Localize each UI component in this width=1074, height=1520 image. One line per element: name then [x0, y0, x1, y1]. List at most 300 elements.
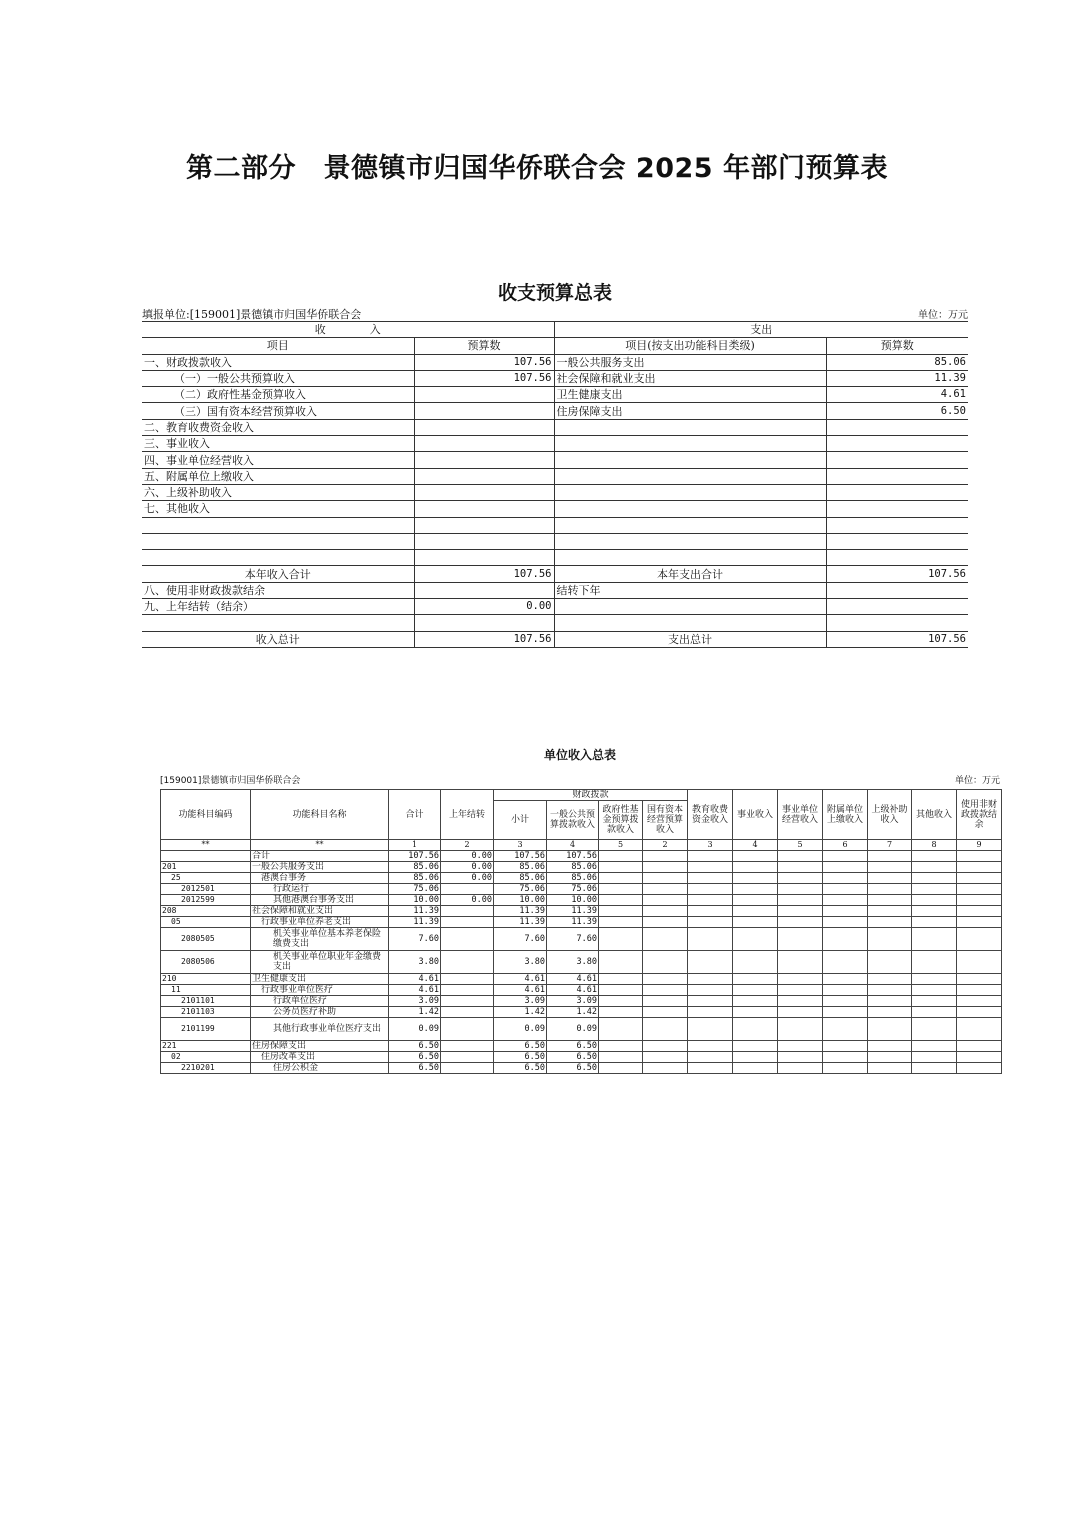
summary-row: [142, 615, 968, 631]
row-name: 港澳台事务: [251, 873, 389, 884]
value-cell: 0.09: [547, 1018, 599, 1041]
summary-row: [142, 550, 968, 566]
value-cell: 85.06: [547, 862, 599, 873]
expense-val-cell: [826, 582, 968, 598]
value-cell: 10.00: [494, 895, 547, 906]
value-cell: 3.80: [547, 951, 599, 974]
row-name: 卫生健康支出: [251, 974, 389, 985]
row-name: 公务员医疗补助: [251, 1007, 389, 1018]
value-cell: [643, 906, 688, 917]
value-cell: [778, 917, 823, 928]
value-cell: [599, 1041, 643, 1052]
index-cell: 3: [494, 840, 547, 851]
value-cell: [441, 996, 494, 1007]
index-cell: 4: [547, 840, 599, 851]
value-cell: [957, 884, 1002, 895]
value-cell: [868, 851, 912, 862]
income-val-cell: [414, 501, 554, 517]
value-cell: [868, 1018, 912, 1041]
value-cell: [957, 951, 1002, 974]
value-cell: [599, 974, 643, 985]
income-val-cell: [414, 484, 554, 500]
col-item-header: 项目: [142, 338, 414, 354]
value-cell: 85.06: [389, 862, 441, 873]
row-code: 2210201: [161, 1063, 251, 1074]
row-code: 210: [161, 974, 251, 985]
th-nonfiscal: 使用非财政拨款结余: [957, 790, 1002, 840]
income-val-cell: [414, 468, 554, 484]
value-cell: [912, 928, 957, 951]
value-cell: [957, 895, 1002, 906]
col-budget-expense-header: 预算数: [826, 338, 968, 354]
value-cell: [688, 917, 733, 928]
income-cell: [142, 615, 414, 631]
income-val-cell: 107.56: [414, 631, 554, 647]
summary-row: [142, 387, 968, 403]
row-name: 行政事业单位养老支出: [251, 917, 389, 928]
expense-cell: [554, 468, 826, 484]
income-val-cell: [414, 436, 554, 452]
value-cell: [688, 1052, 733, 1063]
expense-val-cell: 85.06: [826, 354, 968, 370]
income-row: [161, 884, 1002, 895]
income-cell: 九、上年结转（结余）: [142, 599, 414, 615]
value-cell: [778, 1063, 823, 1074]
value-cell: [441, 1041, 494, 1052]
value-cell: 0.00: [441, 895, 494, 906]
value-cell: [643, 851, 688, 862]
value-cell: [778, 951, 823, 974]
value-cell: [733, 974, 778, 985]
value-cell: [868, 974, 912, 985]
value-cell: [823, 873, 868, 884]
value-cell: 0.00: [441, 851, 494, 862]
value-cell: [778, 985, 823, 996]
value-cell: [912, 1063, 957, 1074]
index-cell: 3: [688, 840, 733, 851]
index-cell: 4: [733, 840, 778, 851]
value-cell: [733, 851, 778, 862]
value-cell: 11.39: [494, 906, 547, 917]
income-row: [161, 1041, 1002, 1052]
table2-unit: 单位：万元: [954, 776, 1000, 786]
value-cell: 11.39: [547, 917, 599, 928]
income-row: [161, 951, 1002, 974]
table2-unit-label: [159001]景德镇市归国华侨联合会: [160, 776, 301, 786]
value-cell: 4.61: [494, 974, 547, 985]
value-cell: [733, 906, 778, 917]
income-row: [161, 985, 1002, 996]
value-cell: [868, 1041, 912, 1052]
expense-val-cell: [826, 615, 968, 631]
summary-row: [142, 582, 968, 598]
income-cell: 七、其他收入: [142, 501, 414, 517]
income-row: [161, 917, 1002, 928]
summary-row: [142, 631, 968, 647]
expense-cell: [554, 599, 826, 615]
value-cell: [868, 985, 912, 996]
summary-row: [142, 370, 968, 386]
value-cell: [823, 928, 868, 951]
value-cell: [733, 1041, 778, 1052]
value-cell: 0.00: [441, 873, 494, 884]
value-cell: 6.50: [494, 1041, 547, 1052]
value-cell: 11.39: [389, 917, 441, 928]
summary-row: [142, 484, 968, 500]
expense-cell: [554, 501, 826, 517]
value-cell: [599, 928, 643, 951]
th-general: 一般公共预算拨款收入: [547, 801, 599, 840]
value-cell: [823, 906, 868, 917]
table1-unit-label: 填报单位:[159001]景德镇市归国华侨联合会: [142, 308, 362, 321]
value-cell: [823, 1007, 868, 1018]
income-row: [161, 974, 1002, 985]
value-cell: [733, 1052, 778, 1063]
value-cell: 0.00: [441, 862, 494, 873]
row-name: 行政事业单位医疗: [251, 985, 389, 996]
value-cell: [599, 996, 643, 1007]
value-cell: [957, 873, 1002, 884]
expense-cell: [554, 517, 826, 533]
value-cell: 3.09: [494, 996, 547, 1007]
income-cell: 六、上级补助收入: [142, 484, 414, 500]
expense-cell: 支出总计: [554, 631, 826, 647]
value-cell: [643, 951, 688, 974]
value-cell: [733, 996, 778, 1007]
index-cell: 8: [912, 840, 957, 851]
expense-cell: [554, 436, 826, 452]
table2-title: 单位收入总表: [543, 748, 616, 762]
value-cell: [688, 1063, 733, 1074]
value-cell: 6.50: [389, 1063, 441, 1074]
summary-row: [142, 403, 968, 419]
value-cell: 85.06: [547, 873, 599, 884]
value-cell: 3.09: [389, 996, 441, 1007]
value-cell: [688, 996, 733, 1007]
summary-row: [142, 419, 968, 435]
value-cell: [441, 906, 494, 917]
expense-cell: 住房保障支出: [554, 403, 826, 419]
row-name: 合计: [251, 851, 389, 862]
income-cell: 八、使用非财政拨款结余: [142, 582, 414, 598]
value-cell: [441, 1007, 494, 1018]
budget-summary-table: [142, 321, 968, 648]
col-budget-header: 预算数: [414, 338, 554, 354]
value-cell: [868, 906, 912, 917]
value-cell: [778, 895, 823, 906]
value-cell: [823, 1018, 868, 1041]
value-cell: 75.06: [389, 884, 441, 895]
value-cell: [823, 862, 868, 873]
income-cell: 二、教育收费资金收入: [142, 419, 414, 435]
value-cell: [778, 873, 823, 884]
row-code: 02: [161, 1052, 251, 1063]
index-cell: 5: [599, 840, 643, 851]
value-cell: 4.61: [547, 974, 599, 985]
th-name: 功能科目名称: [251, 790, 389, 840]
row-code: 2080506: [161, 951, 251, 974]
value-cell: [688, 1007, 733, 1018]
value-cell: [599, 906, 643, 917]
value-cell: [441, 974, 494, 985]
th-fiscal: 财政拨款: [494, 790, 688, 801]
expense-cell: 社会保障和就业支出: [554, 370, 826, 386]
income-cell: （三）国有资本经营预算收入: [142, 403, 414, 419]
value-cell: [868, 928, 912, 951]
th-carry: 上年结转: [441, 790, 494, 840]
index-cell: 9: [957, 840, 1002, 851]
value-cell: 4.61: [389, 985, 441, 996]
value-cell: [643, 974, 688, 985]
income-cell: （二）政府性基金预算收入: [142, 387, 414, 403]
table2-meta: [160, 773, 1000, 786]
income-cell: 五、附属单位上缴收入: [142, 468, 414, 484]
value-cell: [643, 884, 688, 895]
value-cell: [868, 895, 912, 906]
table1-title: 收支预算总表: [497, 282, 612, 304]
expense-val-cell: [826, 452, 968, 468]
value-cell: [957, 906, 1002, 917]
value-cell: [688, 895, 733, 906]
value-cell: 4.61: [389, 974, 441, 985]
th-fund: 政府性基金预算拨款收入: [599, 801, 643, 840]
income-val-cell: [414, 403, 554, 419]
value-cell: [441, 928, 494, 951]
expense-cell: [554, 533, 826, 549]
value-cell: [778, 1041, 823, 1052]
value-cell: 6.50: [389, 1041, 441, 1052]
value-cell: [599, 862, 643, 873]
value-cell: [599, 917, 643, 928]
expense-val-cell: 4.61: [826, 387, 968, 403]
expense-val-cell: [826, 468, 968, 484]
value-cell: 11.39: [494, 917, 547, 928]
summary-row: [142, 517, 968, 533]
value-cell: [957, 928, 1002, 951]
value-cell: [688, 884, 733, 895]
expense-cell: [554, 452, 826, 468]
income-cell: 收入总计: [142, 631, 414, 647]
income-row: [161, 851, 1002, 862]
summary-row: [142, 501, 968, 517]
row-code: 11: [161, 985, 251, 996]
expense-val-cell: [826, 484, 968, 500]
value-cell: [823, 974, 868, 985]
value-cell: [957, 1041, 1002, 1052]
value-cell: [912, 873, 957, 884]
value-cell: 6.50: [547, 1052, 599, 1063]
th-other: 其他收入: [912, 790, 957, 840]
row-code: 201: [161, 862, 251, 873]
row-code: [161, 851, 251, 862]
value-cell: 7.60: [547, 928, 599, 951]
income-val-cell: [414, 582, 554, 598]
row-name: 机关事业单位基本养老保险缴费支出: [251, 928, 389, 951]
value-cell: [868, 873, 912, 884]
value-cell: [957, 1052, 1002, 1063]
income-val-cell: [414, 533, 554, 549]
value-cell: 6.50: [547, 1041, 599, 1052]
value-cell: [733, 862, 778, 873]
value-cell: [778, 974, 823, 985]
value-cell: [868, 917, 912, 928]
value-cell: [912, 974, 957, 985]
th-code: 功能科目编码: [161, 790, 251, 840]
index-cell: 1: [389, 840, 441, 851]
page-title: 第二部分 景德镇市归国华侨联合会 2025 年部门预算表: [186, 153, 888, 184]
value-cell: [599, 985, 643, 996]
value-cell: [643, 996, 688, 1007]
value-cell: [688, 862, 733, 873]
value-cell: [643, 873, 688, 884]
value-cell: [733, 895, 778, 906]
summary-row: [142, 354, 968, 370]
income-cell: [142, 550, 414, 566]
value-cell: [441, 985, 494, 996]
value-cell: 11.39: [547, 906, 599, 917]
row-code: 2080505: [161, 928, 251, 951]
value-cell: [957, 974, 1002, 985]
value-cell: 10.00: [547, 895, 599, 906]
income-val-cell: [414, 517, 554, 533]
value-cell: [912, 906, 957, 917]
income-row: [161, 862, 1002, 873]
value-cell: 1.42: [389, 1007, 441, 1018]
value-cell: 107.56: [389, 851, 441, 862]
income-val-cell: 107.56: [414, 354, 554, 370]
value-cell: [733, 917, 778, 928]
value-cell: [868, 1007, 912, 1018]
value-cell: [643, 917, 688, 928]
row-name: 行政运行: [251, 884, 389, 895]
row-name: 机关事业单位职业年金缴费支出: [251, 951, 389, 974]
expense-val-cell: 6.50: [826, 403, 968, 419]
value-cell: 85.06: [494, 862, 547, 873]
income-cell: 本年收入合计: [142, 566, 414, 582]
income-val-cell: [414, 387, 554, 403]
value-cell: [643, 1018, 688, 1041]
value-cell: 0.09: [389, 1018, 441, 1041]
index-cell: 2: [643, 840, 688, 851]
value-cell: [643, 862, 688, 873]
value-cell: [688, 1018, 733, 1041]
expense-cell: [554, 419, 826, 435]
row-code: 2101101: [161, 996, 251, 1007]
th-biz: 事业单位经营收入: [778, 790, 823, 840]
value-cell: [823, 895, 868, 906]
expense-cell: 本年支出合计: [554, 566, 826, 582]
value-cell: 85.06: [389, 873, 441, 884]
row-code: 05: [161, 917, 251, 928]
income-cell: [142, 533, 414, 549]
value-cell: [868, 1063, 912, 1074]
value-cell: [643, 1041, 688, 1052]
expense-cell: [554, 484, 826, 500]
value-cell: 107.56: [547, 851, 599, 862]
value-cell: [823, 996, 868, 1007]
value-cell: 107.56: [494, 851, 547, 862]
income-row: [161, 1018, 1002, 1041]
expense-cell: [554, 550, 826, 566]
index-cell: 2: [441, 840, 494, 851]
value-cell: [688, 873, 733, 884]
index-cell: **: [251, 840, 389, 851]
value-cell: [441, 1063, 494, 1074]
index-cell: 6: [823, 840, 868, 851]
value-cell: [688, 928, 733, 951]
income-row: [161, 928, 1002, 951]
income-val-cell: [414, 419, 554, 435]
value-cell: [599, 1018, 643, 1041]
row-name: 住房保障支出: [251, 1041, 389, 1052]
value-cell: [778, 884, 823, 895]
value-cell: [912, 917, 957, 928]
expense-val-cell: 107.56: [826, 631, 968, 647]
value-cell: 6.50: [547, 1063, 599, 1074]
value-cell: [733, 873, 778, 884]
summary-row: [142, 452, 968, 468]
value-cell: [441, 917, 494, 928]
value-cell: [733, 985, 778, 996]
summary-row: [142, 468, 968, 484]
value-cell: 1.42: [494, 1007, 547, 1018]
summary-row: [142, 566, 968, 582]
value-cell: [823, 985, 868, 996]
index-cell: **: [161, 840, 251, 851]
value-cell: 6.50: [494, 1063, 547, 1074]
row-name: 住房公积金: [251, 1063, 389, 1074]
expense-val-cell: [826, 599, 968, 615]
value-cell: 85.06: [494, 873, 547, 884]
value-cell: 75.06: [494, 884, 547, 895]
value-cell: [868, 884, 912, 895]
value-cell: [643, 1063, 688, 1074]
value-cell: [957, 996, 1002, 1007]
value-cell: [643, 928, 688, 951]
income-cell: [142, 517, 414, 533]
income-cell: 四、事业单位经营收入: [142, 452, 414, 468]
value-cell: 3.80: [494, 951, 547, 974]
value-cell: [599, 1007, 643, 1018]
value-cell: [688, 974, 733, 985]
th-total: 合计: [389, 790, 441, 840]
value-cell: [823, 951, 868, 974]
row-code: 2012599: [161, 895, 251, 906]
row-code: 2012501: [161, 884, 251, 895]
value-cell: [643, 1052, 688, 1063]
value-cell: [912, 1018, 957, 1041]
row-code: 2101103: [161, 1007, 251, 1018]
expense-header: 支出: [554, 322, 968, 338]
value-cell: [912, 851, 957, 862]
th-subtotal: 小计: [494, 801, 547, 840]
income-val-cell: [414, 550, 554, 566]
value-cell: [823, 1063, 868, 1074]
income-cell: 三、事业收入: [142, 436, 414, 452]
value-cell: 3.80: [389, 951, 441, 974]
unit-income-table: [160, 789, 1002, 1074]
value-cell: [733, 884, 778, 895]
value-cell: [912, 1052, 957, 1063]
value-cell: [957, 862, 1002, 873]
income-row: [161, 1052, 1002, 1063]
value-cell: [778, 1052, 823, 1063]
value-cell: [912, 996, 957, 1007]
income-row: [161, 1063, 1002, 1074]
value-cell: 7.60: [389, 928, 441, 951]
value-cell: [868, 862, 912, 873]
value-cell: [868, 1052, 912, 1063]
